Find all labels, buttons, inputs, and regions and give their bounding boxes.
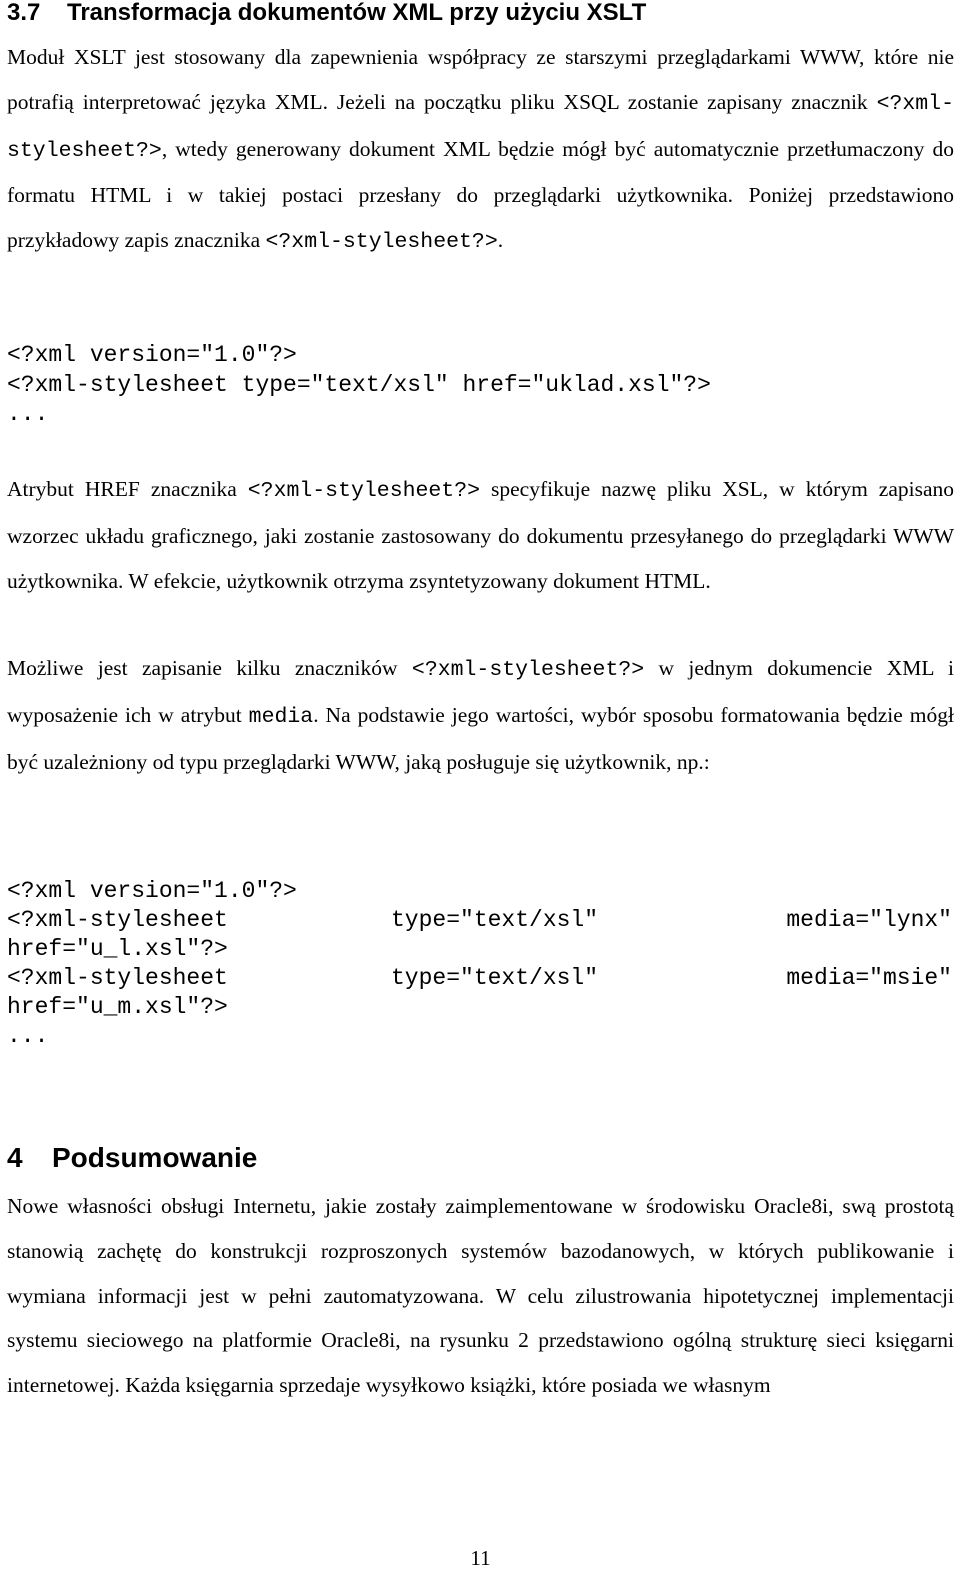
section-number: 4: [7, 1142, 23, 1173]
paragraph-media-attribute: [7, 646, 954, 784]
text: specyfikuje nazwę pliku XSL, w którym zapisano wzorzec układu graficznego, jaki zostanie zastosowany do dokumentu przesyłanego do przeglądarki WWW użytkownika. W efekcie, użytkownik otrzyma zsyntetyzowany dokument HTML.: [7, 477, 955, 593]
code-token: type=″text/xsl″: [391, 907, 599, 933]
code-line: ...: [7, 401, 49, 427]
text: , wtedy generowany dokument XML będzie mógł być automatycznie przetłumaczony do formatu HTML i w takiej postaci przesłany do przeglądarki użytkownika. Poniżej przedstawiono przykładowy zapis znacznika: [7, 136, 954, 253]
code-token: type=″text/xsl″: [391, 965, 599, 991]
inline-code: media: [248, 704, 314, 729]
paragraph-href-attribute: [7, 467, 954, 603]
code-token: <?xml-stylesheet: [7, 907, 228, 933]
paragraph-xslt-intro: [7, 35, 954, 265]
inline-code: <?xml-stylesheet?>: [411, 658, 645, 682]
text: .: [497, 228, 504, 253]
section-heading-4: [7, 1140, 257, 1176]
text: . Na podstawie jego wartości, wybór sposobu formatowania będzie mógł być uzależniony od typu przeglądarki WWW, jaką posługuje się użytkownik, np.:: [7, 702, 954, 774]
text: Możliwe jest zapisanie kilku znaczników: [7, 656, 412, 680]
inline-code: <?xml-stylesheet?>: [7, 91, 954, 163]
inline-code: <?xml-stylesheet?>: [247, 479, 481, 503]
text: w jednym dokumencie XML i wyposażenie ich w atrybut: [7, 656, 954, 727]
section-title: Transformacja dokumentów XML przy użyciu XSLT: [67, 0, 647, 26]
section-heading-3-7: [7, 0, 646, 28]
code-line: href=″u_m.xsl″?>: [7, 994, 228, 1020]
section-title: Podsumowanie: [52, 1142, 258, 1173]
inline-code: <?xml-stylesheet?>: [265, 230, 498, 255]
code-token: media=″lynx″: [786, 907, 952, 933]
text: Atrybut HREF znacznika: [7, 477, 248, 501]
text: Moduł XSLT jest stosowany dla zapewnienia współpracy ze starszymi przeglądarkami WWW, które nie potrafią interpretować języka XML. Jeżeli na początku pliku XSQL zostanie zapisany znacznik: [7, 45, 954, 114]
code-token: <?xml-stylesheet: [7, 965, 228, 991]
code-line: <?xml version=″1.0″?>: [7, 342, 297, 368]
section-number: 3.7: [7, 0, 41, 26]
code-line: href=″u_l.xsl″?>: [7, 936, 228, 962]
paragraph-summary: Nowe własności obsługi Internetu, jakie zostały zaimplementowane w środowisku Oracle8i, swą prostotą stanowią zachętę do konstrukcji rozproszonych systemów bazodanowych, w których publikowanie i wymiana informacji jest w pełni zautomatyzowana. W celu zilustrowania hipotetycznej implementacji systemu sieciowego na platformie Oracle8i, na rysunku 2 przedstawiono ogólną strukturę sieci księgarni internetowej. Każda księgarnia sprzedaje wysyłkowo książki, które posiada we własnym: [7, 1194, 954, 1398]
code-line: [7, 907, 952, 936]
code-line: [7, 965, 952, 994]
page-number: 11: [470, 1546, 491, 1570]
code-token: media=″msie″: [786, 965, 952, 991]
code-line: <?xml version=″1.0″?>: [7, 878, 297, 904]
code-line: ...: [7, 1023, 49, 1049]
code-line: <?xml-stylesheet type=″text/xsl″ href=″uklad.xsl″?>: [7, 372, 711, 398]
